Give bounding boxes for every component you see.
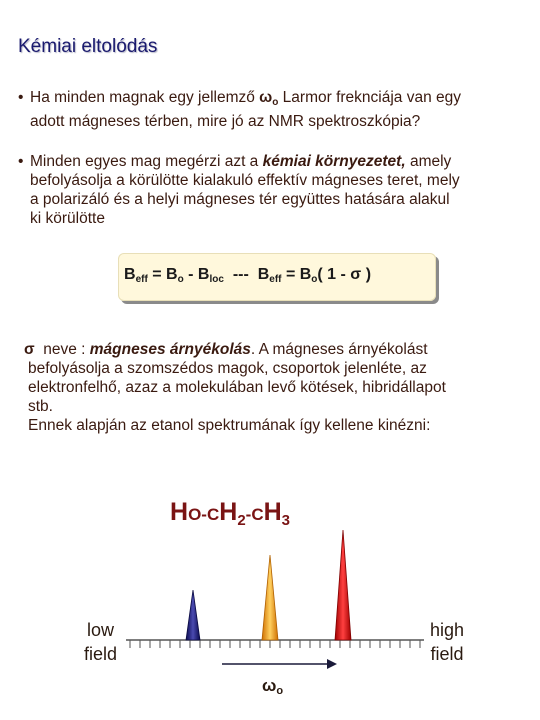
emphasis: kémiai környezetet,	[262, 153, 406, 170]
omega-symbol: ω	[262, 676, 277, 695]
label-line: field	[84, 644, 118, 664]
bullet-marker: •	[18, 153, 24, 170]
label-line: low	[87, 620, 115, 640]
bond: -	[245, 505, 252, 524]
omega-symbol: ω	[259, 89, 273, 106]
f: ( 1 - σ )	[317, 266, 372, 283]
bullet-2-line-3: a polarizáló és a helyi mágneses tér együttes hatására alakul	[30, 191, 450, 208]
sigma-line-3: elektronfelhő, azaz a molekulában levő kötések, hibridállapot	[28, 379, 446, 396]
bullet-1-line-2: adott mágneses térben, mire jó az NMR spektroszkópia?	[30, 113, 421, 130]
f: ---	[223, 266, 258, 283]
atom-h: H	[263, 498, 282, 526]
text: . A mágneses árnyékolást	[250, 341, 428, 358]
f: B	[124, 266, 136, 283]
atom-c: C	[206, 505, 220, 524]
peak-oh	[186, 590, 200, 640]
emphasis: mágneses árnyékolás	[89, 341, 251, 358]
atom-h: H	[219, 498, 238, 526]
text: neve :	[34, 341, 90, 358]
sigma-line-4: stb.	[28, 398, 53, 415]
f: - B	[183, 266, 210, 283]
low-field-label	[84, 618, 117, 666]
high-field-label	[430, 618, 464, 666]
sigma-symbol: σ	[24, 341, 35, 358]
label-line: high	[430, 620, 465, 640]
bond: -	[201, 505, 207, 524]
bullet-2-line-4: ki körülötte	[30, 210, 105, 227]
atom-o: O	[188, 505, 202, 524]
sigma-line-5: Ennek alapján az etanol spektrumának így kellene kinézni:	[28, 417, 431, 434]
omega-subscript: o	[272, 97, 279, 108]
f: = B	[281, 266, 312, 283]
text: Minden egyes mag megérzi azt a	[30, 153, 263, 170]
label-line: field	[430, 644, 464, 664]
bullet-2-line-2: befolyásolja a körülötte kialakuló effektív mágneses teret, mely	[30, 172, 460, 189]
f: eff	[135, 274, 148, 285]
f: = B	[147, 266, 178, 283]
peak-ch3	[335, 530, 351, 640]
atom-c: C	[251, 505, 264, 524]
bullet-marker: •	[18, 89, 24, 106]
f: B	[257, 266, 270, 283]
peak-ch2	[262, 555, 278, 640]
omega-subscript: o	[276, 685, 284, 697]
count: 3	[281, 512, 291, 529]
sigma-line-2: befolyásolja a szomszédos magok, csoportok jelenléte, az	[28, 360, 427, 377]
count: 2	[237, 512, 246, 529]
text: amely	[405, 153, 452, 170]
axis-ticks	[130, 640, 420, 648]
text: Ha minden magnak egy jellemző	[30, 89, 260, 106]
f: o	[311, 274, 318, 285]
slide-title: Kémiai eltolódás	[18, 36, 158, 57]
f: o	[177, 274, 184, 285]
f: eff	[269, 274, 282, 285]
text: Larmor freknciája van egy	[278, 89, 462, 106]
omega-label	[262, 676, 283, 697]
atom-h: H	[170, 498, 189, 526]
f: loc	[209, 274, 224, 285]
arrow-head-icon	[327, 659, 337, 669]
